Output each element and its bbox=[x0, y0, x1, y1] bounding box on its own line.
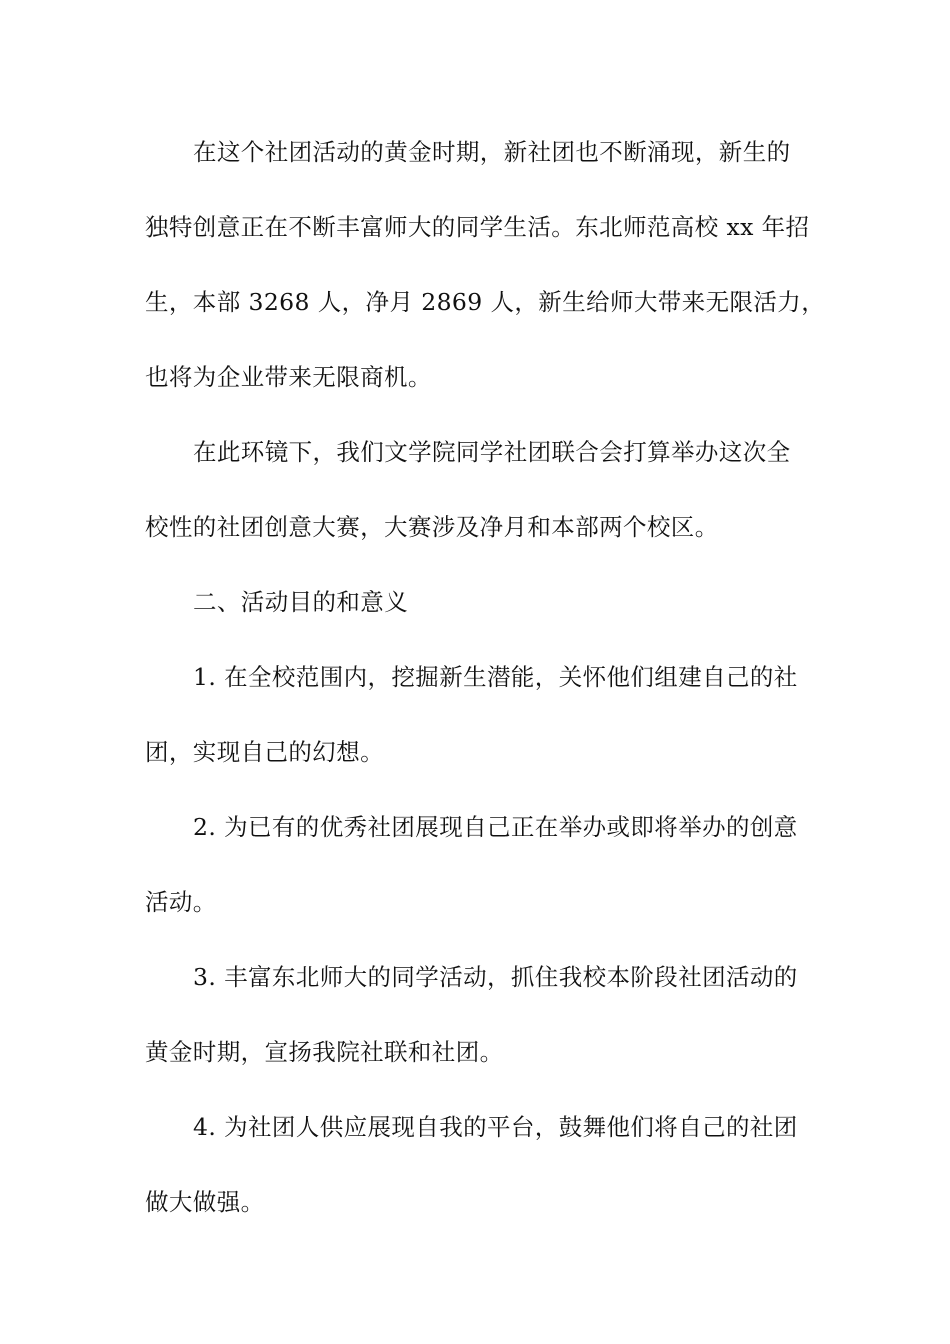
list-item-line: 团，实现自己的幻想。 bbox=[145, 738, 384, 766]
paragraph-line: 独特创意正在不断丰富师大的同学生活。东北师范高校 xx 年招 bbox=[145, 213, 810, 241]
paragraph-line: 校性的社团创意大赛，大赛涉及净月和本部两个校区。 bbox=[145, 513, 719, 541]
paragraph-line: 在此环镜下，我们文学院同学社团联合会打算举办这次全 bbox=[193, 438, 791, 466]
document-body bbox=[145, 128, 826, 1253]
list-item-line: 做大做强。 bbox=[145, 1188, 265, 1216]
list-item-line: 2. 为已有的优秀社团展现自己正在举办或即将举办的创意 bbox=[193, 813, 798, 841]
paragraph-line: 在这个社团活动的黄金时期，新社团也不断涌现，新生的 bbox=[193, 138, 791, 166]
section-heading: 二、活动目的和意义 bbox=[193, 588, 409, 616]
list-item-line: 3. 丰富东北师大的同学活动，抓住我校本阶段社团活动的 bbox=[193, 963, 798, 991]
list-item-line: 活动。 bbox=[145, 888, 217, 916]
list-item-line: 1. 在全校范围内，挖掘新生潜能，关怀他们组建自己的社 bbox=[193, 663, 798, 691]
list-item-line: 黄金时期，宣扬我院社联和社团。 bbox=[145, 1038, 504, 1066]
paragraph-line: 生，本部 3268 人，净月 2869 人，新生给师大带来无限活力， bbox=[145, 288, 826, 316]
list-item-line: 4. 为社团人供应展现自我的平台，鼓舞他们将自己的社团 bbox=[193, 1113, 798, 1141]
paragraph-line: 也将为企业带来无限商机。 bbox=[145, 363, 432, 391]
